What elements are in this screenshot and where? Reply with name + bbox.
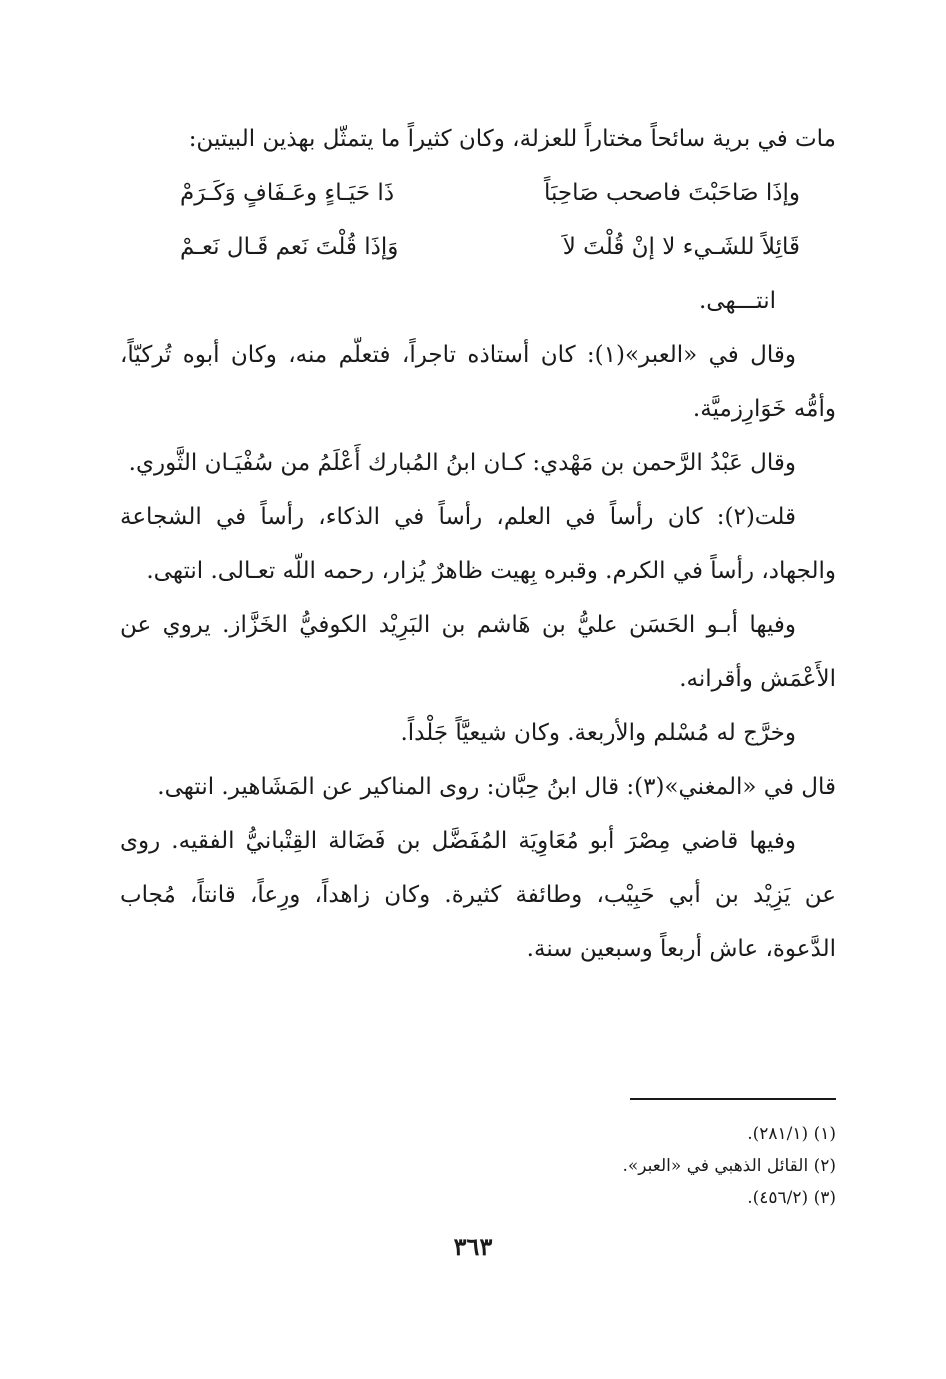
paragraph-abu-alhasan: وفيها أبـو الحَسَن عليُّ بن هَاشم بن البَرِيْد الكوفيُّ الخَزَّاز. يروي عن الأَعْمَش وأقرانه.: [120, 612, 836, 692]
footnote-3: (٣) (٤٥٦/٢).: [747, 1188, 836, 1208]
paragraph-mahdi: وقال عَبْدُ الرَّحمن بن مَهْدي: كـان ابنُ المُبارك أَعْلَمُ من سُفْيَـان الثَّوري.: [128, 450, 796, 476]
verse-1-left-hemistich: ذَا حَيَـاءٍ وعَـفَافٍ وَكَـرَمْ: [180, 180, 395, 206]
verse-2-left-hemistich: وَإذَا قُلْتَ نَعم قَـال نَعـمْ: [180, 234, 399, 260]
verse-line-1: [180, 166, 800, 220]
footnote-divider: [630, 1098, 836, 1100]
footnotes: [420, 1118, 836, 1214]
verse-line-2: [180, 220, 800, 274]
paragraph-qadi-misr: وفيها قاضي مِصْرَ أبو مُعَاوِيَة المُفَضَّل بن فَضَالة القِتْبانيُّ الفقيه. روى عن يَزِيْد بن أبي حَبِيْب، وطائفة كثيرة. وكان زاهداً، ورِعاً، قانتاً، مُجاب الدَّعوة، عاش أربعاً وسبعين سنة.: [120, 828, 836, 962]
paragraph-ibar: وقال في «العبر»(١): كان أستاذه تاجراً، فتعلّم منه، وكان أبوه تُركيّاً، وأمُّه خَوَارِزميَّة.: [120, 342, 836, 422]
verse-1-right-hemistich: وإذَا صَاحَبْتَ فاصحب صَاحِبَاً: [543, 180, 800, 206]
verse-2-right-hemistich: قَائِلاً للشَـيء لا إنْ قُلْتَ لاَ: [562, 234, 800, 260]
footnote-1: (١) (٢٨١/١).: [747, 1124, 836, 1144]
paragraph-qult: قلت(٢): كان رأساً في العلم، رأساً في الذكاء، رأساً في الشجاعة والجهاد، رأساً في الكرم. وقبره بِهيت ظاهرٌ يُزار، رحمه اللّه تعـالى. انتهى.: [120, 504, 836, 584]
paragraph-kharraja: وخرَّج له مُسْلم والأربعة. وكان شيعيَّاً جَلْداً.: [400, 720, 796, 746]
intro-paragraph: مات في برية سائحاً مختاراً للعزلة، وكان كثيراً ما يتمثّل بهذين البيتين:: [188, 126, 836, 152]
page-number: ٣٦٣: [453, 1232, 493, 1261]
footnote-2: (٢) القائل الذهبي في «العبر».: [622, 1156, 836, 1176]
paragraph-intaha: انتـــهى.: [698, 288, 776, 314]
paragraph-mughni: قال في «المغني»(٣): قال ابنُ حِبَّان: روى المناكير عن المَشَاهير. انتهى.: [157, 774, 836, 800]
